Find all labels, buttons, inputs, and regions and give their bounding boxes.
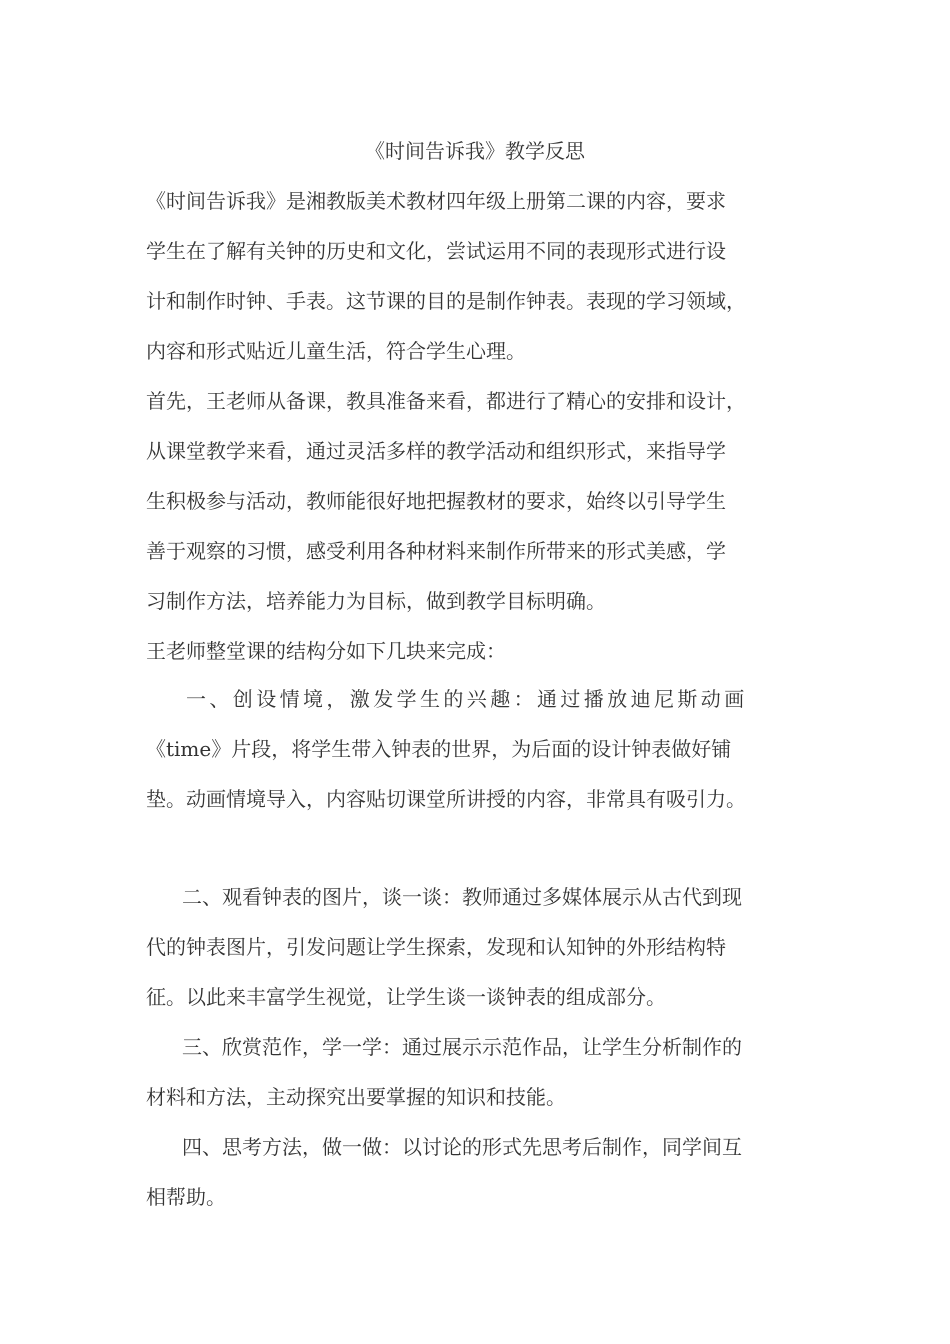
paragraph-line: 相帮助。 xyxy=(146,1185,226,1209)
paragraph-line: 材料和方法，主动探究出要掌握的知识和技能。 xyxy=(146,1085,566,1109)
paragraph-line: 三、欣赏范作，学一学：通过展示示范作品，让学生分析制作的 xyxy=(182,1035,742,1059)
paragraph-line: 代的钟表图片，引发问题让学生探索，发现和认知钟的外形结构特 xyxy=(146,935,726,959)
paragraph-line: 习制作方法，培养能力为目标，做到教学目标明确。 xyxy=(146,589,606,613)
paragraph-line: 《时间告诉我》是湘教版美术教材四年级上册第二课的内容，要求 xyxy=(146,189,726,213)
paragraph-line: 垫。动画情境导入，内容贴切课堂所讲授的内容，非常具有吸引力。 xyxy=(146,787,746,811)
paragraph-line: 二、观看钟表的图片，谈一谈：教师通过多媒体展示从古代到现 xyxy=(182,885,742,909)
paragraph-line: 四、思考方法，做一做：以讨论的形式先思考后制作，同学间互 xyxy=(182,1135,742,1159)
paragraph-line: 内容和形式贴近儿童生活，符合学生心理。 xyxy=(146,339,526,363)
paragraph-line: 计和制作时钟、手表。这节课的目的是制作钟表。表现的学习领域， xyxy=(146,289,746,313)
paragraph-line: 学生在了解有关钟的历史和文化，尝试运用不同的表现形式进行设 xyxy=(146,239,726,263)
paragraph-line: 善于观察的习惯，感受利用各种材料来制作所带来的形式美感，学 xyxy=(146,539,726,563)
paragraph-line: 一、创设情境，激发学生的兴趣：通过播放迪尼斯动画 xyxy=(186,687,748,711)
paragraph-line: 《time》片段，将学生带入钟表的世界，为后面的设计钟表做好铺 xyxy=(146,737,732,761)
document-title: 《时间告诉我》教学反思 xyxy=(365,139,585,163)
paragraph-line: 生积极参与活动，教师能很好地把握教材的要求，始终以引导学生 xyxy=(146,489,726,513)
paragraph-line: 首先，王老师从备课，教具准备来看，都进行了精心的安排和设计， xyxy=(146,389,746,413)
paragraph-line: 王老师整堂课的结构分如下几块来完成： xyxy=(146,639,506,663)
paragraph-line: 征。以此来丰富学生视觉，让学生谈一谈钟表的组成部分。 xyxy=(146,985,666,1009)
paragraph-line: 从课堂教学来看，通过灵活多样的教学活动和组织形式，来指导学 xyxy=(146,439,726,463)
